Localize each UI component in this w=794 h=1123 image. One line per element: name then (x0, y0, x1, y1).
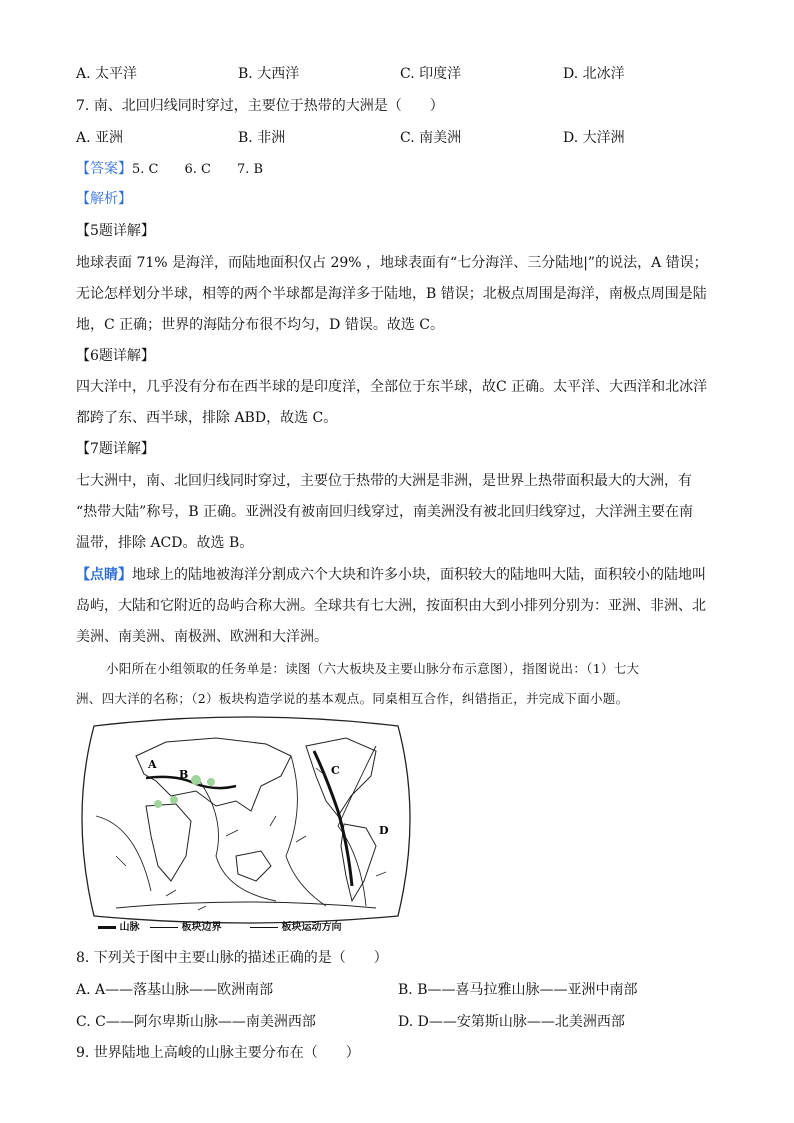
task-intro-line-1: 小阳所在小组领取的任务单是：读图（六大板块及主要山脉分布示意图），指图说出：（1）七大 (106, 661, 640, 676)
answer-text: 5. C 6. C 7. B (132, 162, 264, 177)
q7-option-d: D. 大洋洲 (563, 130, 625, 146)
q6-option-b: B. 大西洋 (238, 66, 300, 82)
q6-option-c: C. 印度洋 (400, 66, 462, 82)
q7-option-a: A. 亚洲 (76, 130, 124, 146)
comment-line-3: 美洲、南美洲、南极洲、欧洲和大洋洲。 (76, 629, 328, 645)
q7-detail-line-1: 七大洲中，南、北回归线同时穿过，主要位于热带的大洲是非洲，是世界上热带面积最大的大洲，有 (76, 473, 692, 489)
task-intro-line-2: 洲、四大洋的名称；（2）板块构造学说的基本观点。同桌相互合作，纠错指正，并完成下面小题。 (76, 691, 629, 706)
plate-map (76, 716, 416, 934)
comment-tag: 【点睛】 (76, 567, 132, 583)
q7-option-b: B. 非洲 (238, 130, 286, 146)
legend-mountain-line (98, 918, 139, 933)
q6-detail-line-2: 都跨了东、西半球，排除 ABD，故选 C。 (76, 410, 338, 426)
q6-detail-line-1: 四大洋中，几乎没有分布在西半球的是印度洋，全部位于东半球，故C 正确。太平洋、大西洋和北冰洋 (76, 379, 708, 395)
q5-detail-line-2: 无论怎样划分半球，相等的两个半球都是海洋多于陆地，B 错误；北极点周围是海洋，南极点周围是陆 (76, 286, 707, 302)
q7-detail-line-3: 温带，排除 ACD。故选 B。 (76, 535, 254, 551)
q6-detail-tag: 【6题详解】 (76, 348, 155, 364)
comment-line-2: 岛屿，大陆和它附近的岛屿合称大洲。全球共有七大洲，按面积由大到小排列分别为：亚洲、非洲、北 (76, 598, 706, 614)
legend-boundary (150, 918, 221, 933)
q8-option-b: B. B——喜马拉雅山脉——亚洲中南部 (398, 982, 638, 998)
map-label-b: B (179, 768, 189, 781)
green-marker (191, 775, 201, 785)
q7-detail-tag: 【7题详解】 (76, 441, 155, 457)
legend-mountain-label: 山脉 (119, 922, 140, 933)
q7-option-c: C. 南美洲 (400, 130, 462, 146)
q5-detail-tag: 【5题详解】 (76, 223, 155, 239)
q7-stem: 7. 南、北回归线同时穿过，主要位于热带的大洲是（ ） (76, 98, 444, 114)
map-label-a: A (148, 758, 157, 771)
legend-direction-label: 板块运动方向 (281, 922, 342, 933)
q7-detail-line-2: “热带大陆”称号，B 正确。亚洲没有被南回归线穿过，南美洲没有被北回归线穿过，大洋洲主要在南 (76, 504, 694, 520)
green-marker (170, 796, 178, 804)
answer-line (76, 158, 263, 178)
q6-option-a: A. 太平洋 (76, 66, 138, 82)
q8-option-d: D. D——安第斯山脉——北美洲西部 (398, 1014, 625, 1030)
q9-stem: 9. 世界陆地上高峻的山脉主要分布在（ ） (76, 1045, 360, 1061)
legend-direction (250, 918, 341, 933)
analysis-tag: 【解析】 (76, 191, 132, 207)
map-label-c: C (331, 764, 340, 777)
green-marker (207, 778, 215, 786)
q6-option-d: D. 北冰洋 (563, 66, 625, 82)
green-marker (154, 800, 162, 808)
map-label-d: D (379, 824, 389, 837)
q8-stem: 8. 下列关于图中主要山脉的描述正确的是（ ） (76, 950, 388, 966)
map-frame (82, 717, 410, 923)
comment-line-1: 【点睛】地球上的陆地被海洋分割成六个大块和许多小块，面积较大的陆地叫大陆，面积较小的陆地叫 (76, 567, 706, 583)
q5-detail-line-3: 地，C 正确；世界的海陆分布很不均匀，D 错误。故选 C。 (76, 317, 444, 333)
q8-option-c: C. C——阿尔卑斯山脉——南美洲西部 (76, 1014, 316, 1030)
q8-option-a: A. A——落基山脉——欧洲南部 (76, 982, 274, 998)
q5-detail-line-1: 地球表面 71% 是海洋，而陆地面积仅占 29% ，地球表面有“七分海洋、三分陆地|”的说法，A 错误； (76, 255, 708, 271)
answer-tag: 【答案】 (76, 161, 132, 177)
legend-boundary-label: 板块边界 (181, 922, 222, 933)
